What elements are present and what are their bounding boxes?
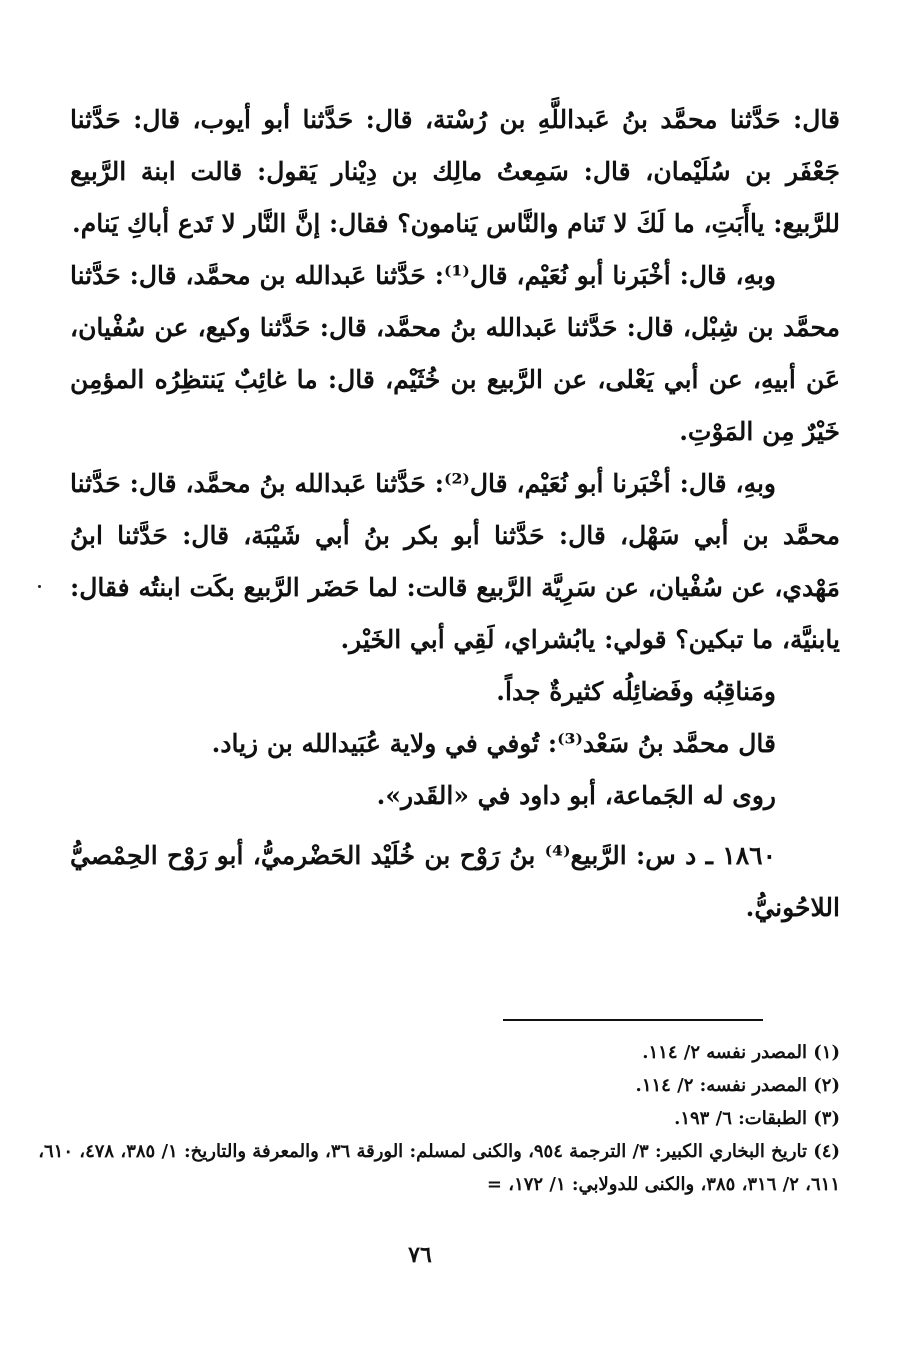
paragraph-6: روى له الجَماعة، أبو داود في «القَدر». xyxy=(376,781,776,810)
page-number: ٧٦ xyxy=(408,1242,432,1268)
footnote-4: (٤) تاريخ البخاري الكبير: ٣/ الترجمة ٩٥٤، والكنى لمسلم: الورقة ٣٦، والمعرفة والتاريخ: ١/ ٣٨٥، ٤٧٨، ٦١٠، ٦١١، ٢/ ٣١٦، ٣٨٥، والكنى للدولابي: ١/ ١٧٢، = xyxy=(38,1141,840,1195)
paragraph-3: وبهِ، قال: أخْبَرنا أبو نُعَيْم، قال⁽²⁾: حَدَّثنا عَبدالله بنُ محمَّد، قال: حَدَّثنا محمَّد بن أبي سَهْل، قال: حَدَّثنا أبو بكر بنُ أبي شَيْبَة، قال: حَدَّثنا ابنُ مَهْدي، عن سُفْيان، عن سَرِيَّة الرَّبيع قالت: لما حَضَر الرَّبيع بكَت ابنتُه فقال: يابنيَّة، ما تبكين؟ قولي: يابُشراي، لَقِي أبي الخَيْر. xyxy=(70,469,840,654)
paragraph-1: قال: حَدَّثنا محمَّد بنُ عَبداللَّهِ بن رُسْتة، قال: حَدَّثنا أبو أيوب، قال: حَدَّثنا جَعْفَر بن سُلَيْمان، قال: سَمِعتُ مالِك بن دِيْنار يَقول: قالت ابنة الرَّبيع للرَّبيع: ياأَبَتِ، ما لَكَ لا تَنام والنَّاس يَنامون؟ فقال: إنَّ النَّار لا تَدع أباكِ يَنام. xyxy=(70,105,840,238)
paragraph-4: ومَناقِبُه وفَضائِلُه كثيرةٌ جداً. xyxy=(496,677,776,706)
paragraph-5: قال محمَّد بنُ سَعْد⁽³⁾: تُوفي في ولاية عُبَيدالله بن زياد. xyxy=(211,729,776,758)
footnote-3: (٣) الطبقات: ٦/ ١٩٣. xyxy=(674,1108,840,1129)
entry-heading: ١٨٦٠ ـ د س: الرَّبيع⁽⁴⁾ بنُ رَوْح بن خُلَيْد الحَضْرميُّ، أبو رَوْح الحِمْصيُّ اللاحُونيُّ. xyxy=(70,841,840,922)
main-text xyxy=(70,94,840,934)
footnote-divider xyxy=(503,1019,763,1021)
footnote-2: (٢) المصدر نفسه: ٢/ ١١٤. xyxy=(635,1075,840,1096)
paragraph-2: وبهِ، قال: أخْبَرنا أبو نُعَيْم، قال⁽¹⁾: حَدَّثنا عَبدالله بن محمَّد، قال: حَدَّثنا محمَّد بن شِبْل، قال: حَدَّثنا عَبدالله بنُ محمَّد، قال: حَدَّثنا وكيع، عن سُفْيان، عَن أبيهِ، عن أبي يَعْلى، عن الرَّبيع بن خُثَيْم، قال: ما غائِبٌ يَنتظِرُه المؤمِن خَيْرٌ مِن المَوْتِ. xyxy=(70,261,840,446)
scan-speck xyxy=(38,585,41,588)
footnote-1: (١) المصدر نفسه ٢/ ١١٤. xyxy=(642,1042,840,1063)
footnotes xyxy=(24,1036,840,1201)
